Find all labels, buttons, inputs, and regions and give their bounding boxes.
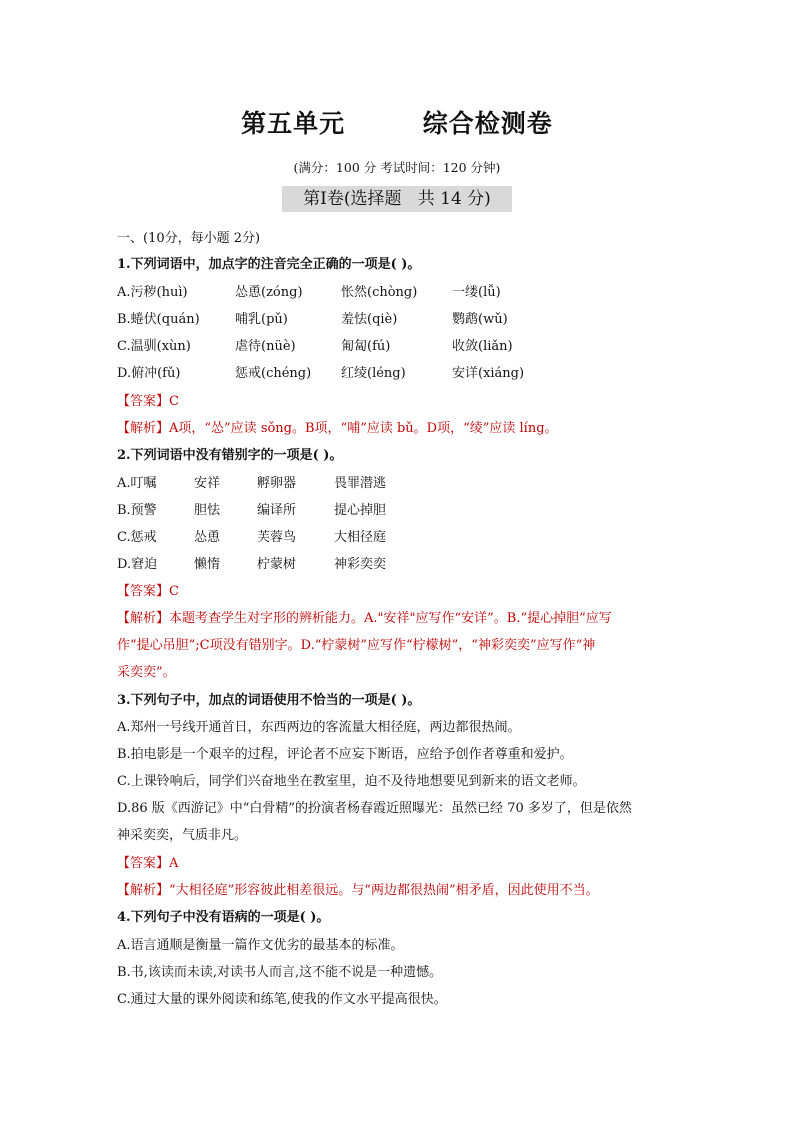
question-3-option-a: A.郑州一号线开通首日，东西两边的客流量大相径庭，两边都很热闹。 xyxy=(117,720,521,735)
option-item: 惩戒(chéng) xyxy=(235,366,312,381)
option-item: 柠蒙树 xyxy=(257,557,297,572)
option-item: 畏罪潜逃 xyxy=(334,476,387,491)
option-item: D.俯冲(fǔ) xyxy=(117,366,181,381)
question-2-stem: 2.下列词语中没有错别字的一项是( )。 xyxy=(117,448,343,463)
option-item: B.蜷伏(quán) xyxy=(117,312,200,327)
question-3-option-d-continued: 神采奕奕，气质非凡。 xyxy=(117,828,248,843)
option-item: 鹦鹉(wǔ) xyxy=(452,312,508,327)
question-2-explanation-line-1: 【解析】本题考查学生对字形的辨析能力。A."安祥"应写作“安详”。B.“提心掉胆”应写 xyxy=(117,611,612,626)
option-item: 哺乳(pǔ) xyxy=(235,312,288,327)
option-item: 匍匐(fú) xyxy=(341,339,391,354)
option-item: 胆怯 xyxy=(194,503,221,518)
question-2-answer: 【答案】C xyxy=(117,584,179,599)
option-item: 懒惰 xyxy=(194,557,221,572)
question-1-stem: 1.下列词语中，加点字的注音完全正确的一项是( )。 xyxy=(117,257,421,272)
question-4-option-a: A.语言通顺是衡量一篇作文优劣的最基本的标准。 xyxy=(117,938,404,953)
option-item: 羞怯(qiè) xyxy=(341,312,398,327)
option-item: 怂恿(zóng) xyxy=(235,285,303,300)
option-item: C.惩戒 xyxy=(117,530,157,545)
question-3-option-c: C.上课铃响后，同学们兴奋地坐在教室里，迫不及待地想要见到新来的语文老师。 xyxy=(117,774,586,789)
option-item: A.污秽(huì) xyxy=(117,285,188,300)
question-4-option-c: C.通过大量的课外阅读和练笔,使我的作文水平提高很快。 xyxy=(117,992,447,1007)
question-1-answer: 【答案】C xyxy=(117,394,179,409)
question-3-answer: 【答案】A xyxy=(117,856,179,871)
part-intro: 一、(10分，每小题 2分) xyxy=(117,231,261,246)
question-1-explanation: 【解析】A项，“怂”应读 sǒng。B项，“哺”应读 bǔ。D项，“绫”应读 líng。 xyxy=(117,421,558,436)
option-item: 虐待(nüè) xyxy=(235,339,296,354)
option-item: 怂恿 xyxy=(194,530,221,545)
question-3-option-d: D.86 版《西游记》中“白骨精”的扮演者杨春霞近照曝光：虽然已经 70 多岁了，但是依然 xyxy=(117,801,632,816)
option-item: 一缕(lǚ) xyxy=(452,285,501,300)
question-4-option-b: B.书,该读而未读,对读书人而言,这不能不说是一种遗憾。 xyxy=(117,965,443,980)
option-item: 安祥 xyxy=(194,476,221,491)
question-2-explanation-line-2: 作“提心吊胆”;C项没有错别字。D.“柠蒙树”应写作“柠檬树”，“神彩奕奕”应写作“神 xyxy=(117,638,596,653)
option-item: 安详(xiáng) xyxy=(452,366,525,381)
question-3-explanation: 【解析】“大相径庭”形容彼此相差很远。与“两边都很热闹”相矛盾，因此使用不当。 xyxy=(117,883,599,898)
option-item: 神彩奕奕 xyxy=(334,557,387,572)
page-title: 第五单元 综合检测卷 xyxy=(241,109,553,138)
option-item: 红绫(léng) xyxy=(341,366,406,381)
question-2-explanation-line-3: 采奕奕”。 xyxy=(117,665,176,680)
option-item: 编译所 xyxy=(257,503,297,518)
exam-info: (满分：100 分 考试时间：120 分钟) xyxy=(293,160,501,175)
option-item: B.预警 xyxy=(117,503,157,518)
option-item: D.窘迫 xyxy=(117,557,158,572)
section-heading: 第Ⅰ卷(选择题 共 14 分) xyxy=(282,186,512,212)
option-item: 大相径庭 xyxy=(334,530,387,545)
question-3-stem: 3.下列句子中，加点的词语使用不恰当的一项是( )。 xyxy=(117,693,421,708)
question-3-option-b: B.拍电影是一个艰辛的过程，评论者不应妄下断语，应给予创作者尊重和爱护。 xyxy=(117,747,573,762)
option-item: 收敛(liǎn) xyxy=(452,339,513,354)
option-item: 孵卵器 xyxy=(257,476,297,491)
question-4-stem: 4.下列句子中没有语病的一项是( )。 xyxy=(117,910,330,925)
option-item: A.叮嘱 xyxy=(117,476,157,491)
option-item: 芙蓉鸟 xyxy=(257,530,297,545)
option-item: C.温驯(xùn) xyxy=(117,339,191,354)
option-item: 提心掉胆 xyxy=(334,503,387,518)
option-item: 怅然(chòng) xyxy=(341,285,418,300)
